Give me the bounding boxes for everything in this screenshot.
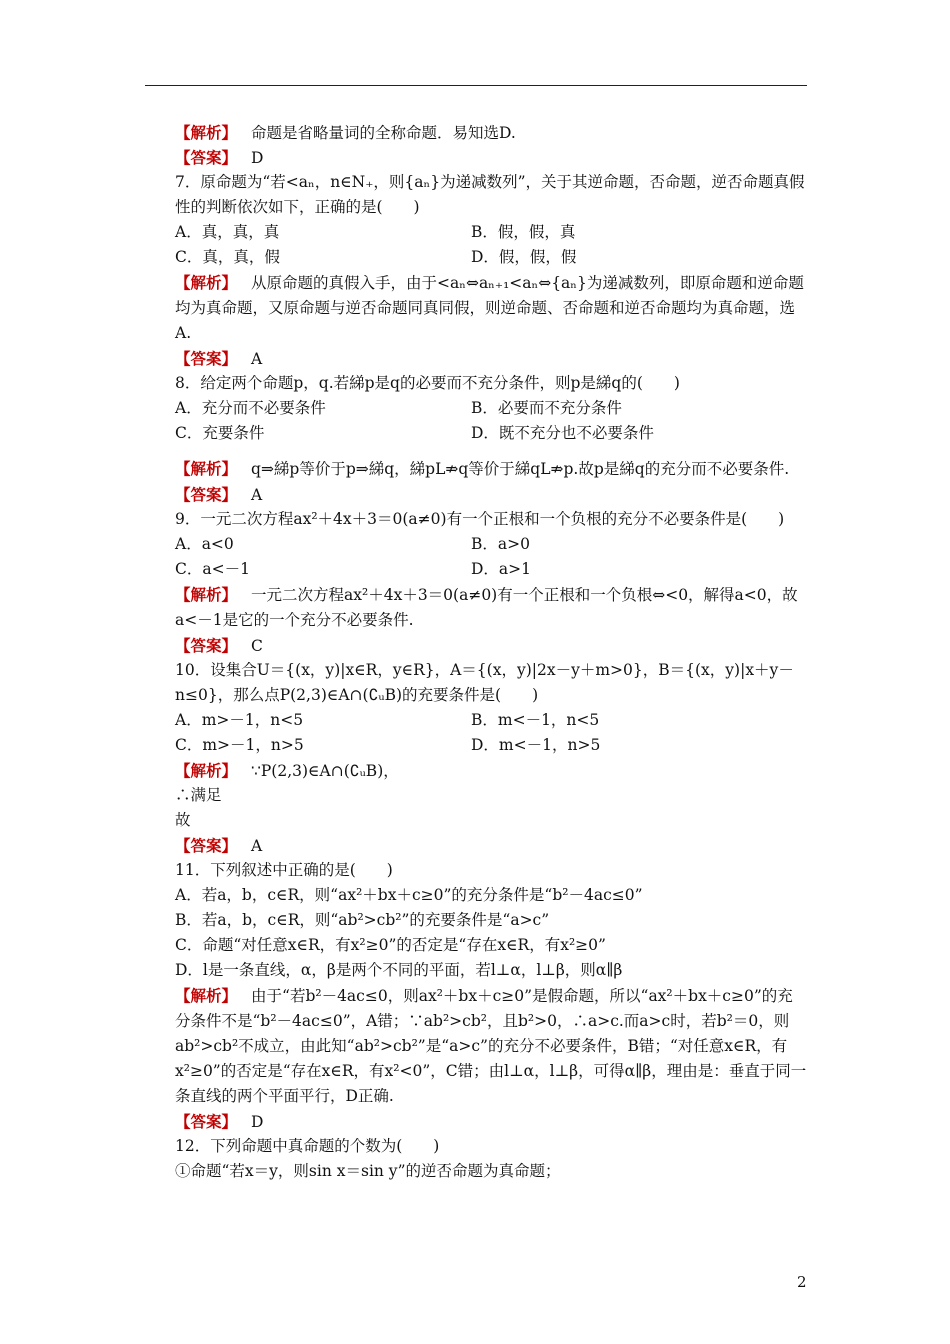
annotated-line bbox=[145, 582, 807, 633]
section-text: ∵P(2,3)∈A∩(∁ᵤB)， bbox=[251, 762, 399, 780]
annotated-line bbox=[145, 145, 807, 170]
option-row bbox=[145, 708, 807, 733]
question-stem: 10．设集合U＝{(x，y)|x∈R，y∈R}，A＝{(x，y)|2x－y＋m>0}，B＝{(x，y)|x＋y－n≤0}，那么点P(2,3)∈A∩(∁ᵤB)的充要条件是( ) bbox=[175, 661, 794, 704]
annotated-line bbox=[145, 456, 807, 482]
section-tag: 【解析】 bbox=[175, 761, 238, 780]
annotated-line bbox=[145, 633, 807, 658]
annotated-line bbox=[145, 758, 807, 783]
option-row bbox=[145, 557, 807, 582]
option-row bbox=[145, 245, 807, 270]
text-line: ∴满足 bbox=[175, 786, 222, 804]
text-line: A．若a，b，c∈R，则“ax²＋bx＋c≥0”的充分条件是“b²－4ac≤0” bbox=[175, 886, 643, 904]
question-stem: 12．下列命题中真命题的个数为( ) bbox=[175, 1137, 440, 1155]
section-tag: 【答案】 bbox=[175, 349, 238, 368]
text-line: 故 bbox=[175, 811, 191, 829]
option-right: B．m<－1，n<5 bbox=[471, 711, 600, 729]
section-tag: 【答案】 bbox=[175, 485, 238, 504]
section-tag: 【答案】 bbox=[175, 836, 238, 855]
section-text: C bbox=[251, 637, 263, 655]
text-line: D．l是一条直线，α，β是两个不同的平面，若l⊥α，l⊥β，则α∥β bbox=[175, 961, 623, 979]
option-row bbox=[145, 733, 807, 758]
option-right: D．假，假，假 bbox=[471, 248, 577, 266]
section-tag: 【解析】 bbox=[175, 986, 238, 1005]
option-left: C．真，真，假 bbox=[175, 248, 280, 266]
section-tag: 【答案】 bbox=[175, 636, 238, 655]
annotated-line bbox=[145, 482, 807, 507]
annotated-line bbox=[145, 1109, 807, 1134]
option-row bbox=[145, 396, 807, 421]
section-text: 命题是省略量词的全称命题．易知选D. bbox=[251, 124, 516, 142]
option-left: A．真，真，真 bbox=[175, 223, 280, 241]
section-tag: 【解析】 bbox=[175, 273, 238, 292]
text-line: ①命题“若x＝y，则sin x＝sin y”的逆否命题为真命题； bbox=[175, 1162, 561, 1180]
question-stem: 9．一元二次方程ax²＋4x＋3＝0(a≠0)有一个正根和一个负根的充分不必要条件是( ) bbox=[175, 510, 785, 528]
section-text: A bbox=[251, 837, 263, 855]
spacer bbox=[145, 446, 807, 456]
annotated-line bbox=[145, 346, 807, 371]
option-right: D．a>1 bbox=[471, 560, 532, 578]
section-tag: 【答案】 bbox=[175, 148, 238, 167]
question-stem: 7．原命题为“若<aₙ，n∈N₊，则{aₙ}为递减数列”，关于其逆命题，否命题，逆否命题真假性的判断依次如下，正确的是( ) bbox=[175, 173, 805, 216]
section-text: 由于“若b²－4ac≤0，则ax²＋bx＋c≥0”是假命题，所以“ax²＋bx＋c≥0”的充分条件不是“b²－4ac≤0”，A错；∵ab²>cb²，且b²>0，∴a>c.而a>c时，若b²＝0，则ab²>cb²不成立，由此知“ab²>cb²”是“a>c”的充分不必要条件，B错；“对任意x∈R，有x²≥0”的否定是“存在x∈R，有x²<0”，C错；由l⊥α，l⊥β，可得α∥β，理由是：垂直于同一条直线的两个平面平行，D正确. bbox=[175, 987, 807, 1105]
text-line: C．命题“对任意x∈R，有x²≥0”的否定是“存在x∈R，有x²≥0” bbox=[175, 936, 606, 954]
header-rule bbox=[145, 85, 807, 86]
section-text: D bbox=[251, 1113, 264, 1131]
question-stem: 11．下列叙述中正确的是( ) bbox=[175, 861, 393, 879]
annotated-line bbox=[145, 983, 807, 1109]
document-body bbox=[145, 120, 807, 1184]
option-row bbox=[145, 421, 807, 446]
option-left: A．a<0 bbox=[175, 535, 234, 553]
option-right: B．a>0 bbox=[471, 535, 530, 553]
option-left: C．m>－1，n>5 bbox=[175, 736, 304, 754]
option-left: C．a<－1 bbox=[175, 560, 250, 578]
option-right: D．m<－1，n>5 bbox=[471, 736, 601, 754]
option-left: A．充分而不必要条件 bbox=[175, 399, 326, 417]
option-left: C．充要条件 bbox=[175, 424, 265, 442]
option-right: D．既不充分也不必要条件 bbox=[471, 424, 654, 442]
annotated-line bbox=[145, 270, 807, 346]
text-line: B．若a，b，c∈R，则“ab²>cb²”的充要条件是“a>c” bbox=[175, 911, 550, 929]
section-text: 从原命题的真假入手，由于<aₙ⇔aₙ₊₁<aₙ⇔{aₙ}为递减数列，即原命题和逆命题均为真命题，又原命题与逆否命题同真同假，则逆命题、否命题和逆否命题均为真命题，选A. bbox=[175, 274, 804, 342]
section-tag: 【答案】 bbox=[175, 1112, 238, 1131]
section-text: A bbox=[251, 350, 263, 368]
question-stem: 8．给定两个命题p，q.若綈p是q的必要而不充分条件，则p是綈q的( ) bbox=[175, 374, 680, 392]
annotated-line bbox=[145, 833, 807, 858]
option-row bbox=[145, 532, 807, 557]
option-left: A．m>－1，n<5 bbox=[175, 711, 304, 729]
option-right: B．必要而不充分条件 bbox=[471, 399, 622, 417]
section-tag: 【解析】 bbox=[175, 585, 238, 604]
option-row bbox=[145, 220, 807, 245]
page-number: 2 bbox=[797, 1273, 807, 1291]
section-text: A bbox=[251, 486, 263, 504]
section-tag: 【解析】 bbox=[175, 123, 238, 142]
section-text: q⇒綈p等价于p⇒綈q，綈pL⇏q等价于綈qL⇏p.故p是綈q的充分而不必要条件. bbox=[251, 460, 790, 478]
section-text: D bbox=[251, 149, 264, 167]
section-tag: 【解析】 bbox=[175, 459, 238, 478]
section-text: 一元二次方程ax²＋4x＋3＝0(a≠0)有一个正根和一个负根⇔<0，解得a<0，故a<－1是它的一个充分不必要条件. bbox=[175, 586, 798, 629]
annotated-line bbox=[145, 120, 807, 145]
option-right: B．假，假，真 bbox=[471, 223, 576, 241]
